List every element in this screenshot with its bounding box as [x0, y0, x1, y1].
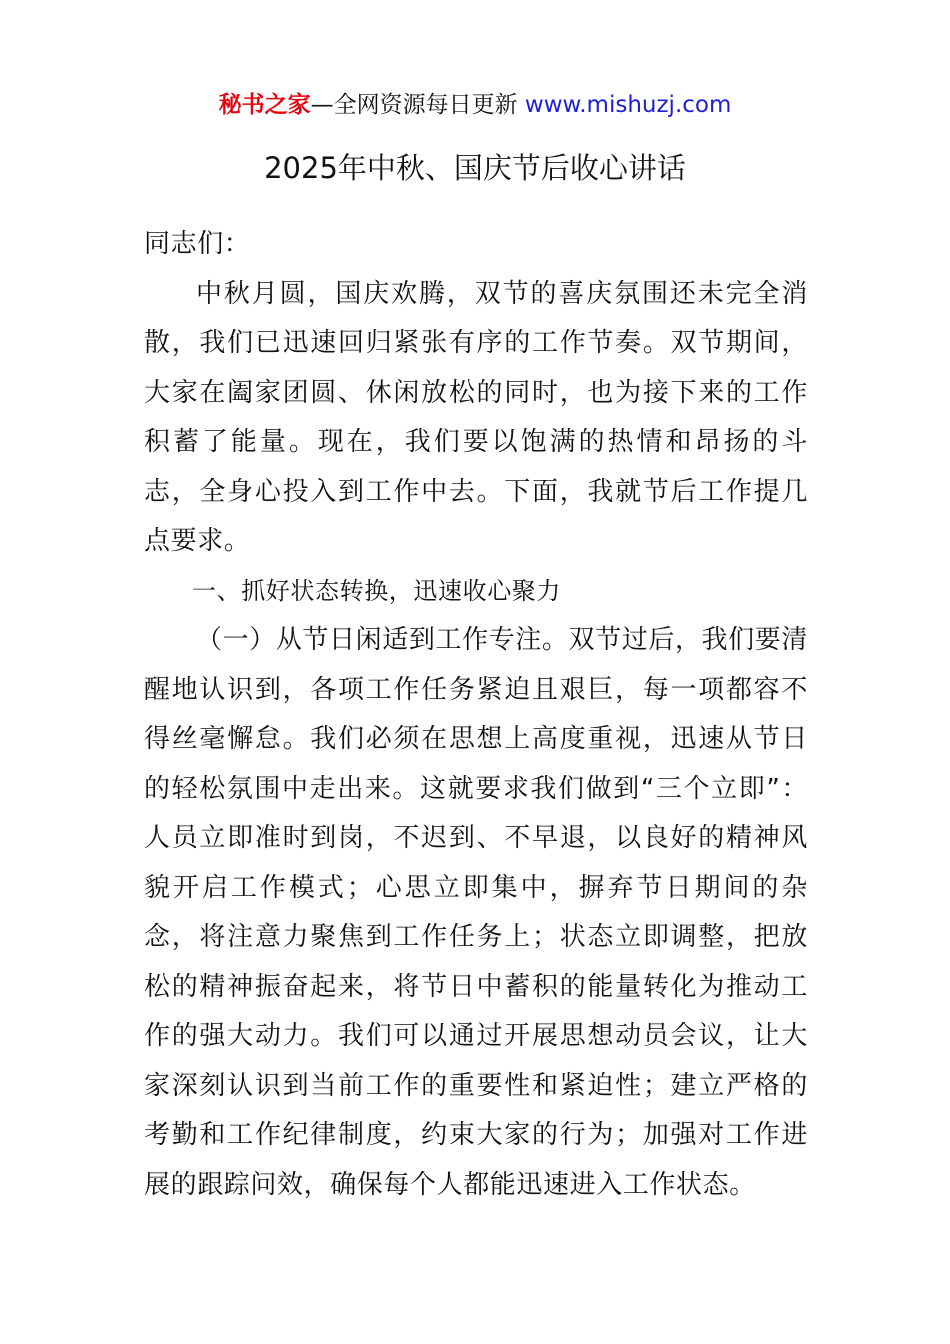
section-heading: 一、抓好状态转换，迅速收心聚力 [192, 576, 561, 605]
document-title: 2025年中秋、国庆节后收心讲话 [264, 151, 686, 185]
site-brand: 秘书之家 [218, 92, 311, 118]
document-body [144, 220, 808, 1210]
site-header [0, 88, 950, 122]
paragraph-subsection: （一）从节日闲适到工作专注。双节过后，我们要清醒地认识到，各项工作任务紧迫且艰巨，每一项都容不得丝毫懈怠。我们必须在思想上高度重视，迅速从节日的轻松氛围中走出来。这就要求我们做到“三个立即”：人员立即准时到岗，不迟到、不早退，以良好的精神风貌开启工作模式；心思立即集中，摒弃节日期间的杂念，将注意力聚焦到工作任务上；状态立即调整，把放松的精神振奋起来，将节日中蓄积的能量转化为推动工作的强大动力。我们可以通过开展思想动员会议，让大家深刻认识到当前工作的重要性和紧迫性；建立严格的考勤和工作纪律制度，约束大家的行为；加强对工作进展的跟踪问效，确保每个人都能迅速进入工作状态。 [144, 625, 808, 1200]
site-tagline: —全网资源每日更新 [310, 92, 518, 118]
salutation: 同志们： [144, 229, 251, 259]
site-url: www.mishuzj.com [524, 92, 732, 118]
paragraph-opening: 中秋月圆，国庆欢腾，双节的喜庆氛围还未完全消散，我们已迅速回归紧张有序的工作节奏。双节期间，大家在阖家团圆、休闲放松的同时，也为接下来的工作积蓄了能量。现在，我们要以饱满的热情和昂扬的斗志，全身心投入到工作中去。下面，我就节后工作提几点要求。 [144, 278, 808, 556]
